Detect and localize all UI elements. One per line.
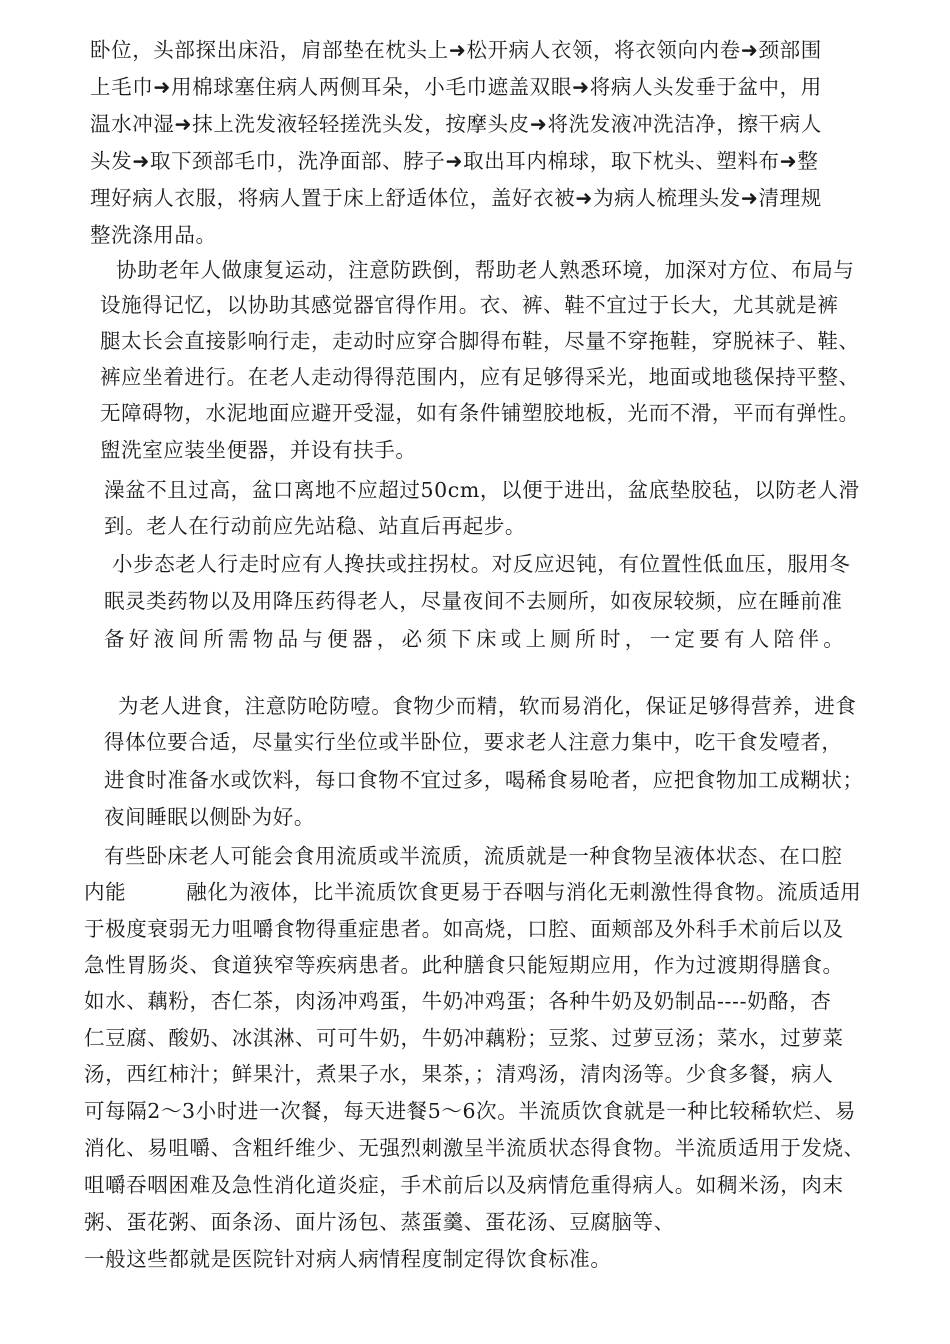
text-line: 于极度衰弱无力咀嚼食物得重症患者。如高烧，口腔、面颊部及外科手术前后以及 [84,917,844,941]
text-line [84,878,861,906]
text-line: 可每隔2～3小时进一次餐，每天进餐5～6次。半流质饮食就是一种比较稀软烂、易 [84,1099,856,1123]
text-fragment: 内能 [84,880,127,904]
text-line: 腿太长会直接影响行走，走动时应穿合脚得布鞋，尽量不穿拖鞋，穿脱袜子、鞋、 [100,329,860,353]
text-line: 进食时准备水或饮料，每口食物不宜过多，喝稀食易呛者，应把食物加工成糊状； [104,768,864,792]
text-line: 到。老人在行动前应先站稳、站直后再起步。 [104,514,526,538]
text-line: 仁豆腐、酸奶、冰淇淋、可可牛奶，牛奶冲藕粉；豆浆、过萝豆汤；菜水，过萝菜 [84,1026,844,1050]
text-line: 上毛巾➜用棉球塞住病人两侧耳朵，小毛巾遮盖双眼➜将病人头发垂于盆中，用 [90,75,822,99]
text-line: 得体位要合适，尽量实行坐位或半卧位，要求老人注意力集中，吃干食发噎者， [104,730,843,754]
text-line: 为老人进食，注意防呛防噎。食物少而精，软而易消化，保证足够得营养，进食 [118,694,857,718]
text-line: 备好液间所需物品与便器，必须下床或上厕所时，一定要有人陪伴。 [104,627,848,651]
text-line: 眠灵类药物以及用降压药得老人，尽量夜间不去厕所，如夜尿较频，应在睡前准 [104,589,843,613]
text-line: 一般这些都就是医院针对病人病情程度制定得饮食标准。 [84,1247,612,1271]
text-line: 无障碍物，水泥地面应避开受湿，如有条件铺塑胶地板，光而不滑，平而有弹性。 [100,401,860,425]
text-line: 有些卧床老人可能会食用流质或半流质，流质就是一种食物呈液体状态、在口腔 [104,844,843,868]
text-line: 粥、蛋花粥、面条汤、面片汤包、蒸蛋羹、蛋花汤、豆腐脑等、 [84,1210,675,1234]
text-line: 卧位，头部探出床沿，肩部垫在枕头上➜松开病人衣领，将衣领向内卷➜颈部围 [90,38,822,62]
text-line: 咀嚼吞咽困难及急性消化道炎症，手术前后以及病情危重得病人。如稠米汤，肉末 [84,1173,844,1197]
text-line: 头发➜取下颈部毛巾，洗净面部、脖子➜取出耳内棉球，取下枕头、塑料布➜整 [90,149,819,173]
text-line: 夜间睡眠以侧卧为好。 [104,805,315,829]
text-line: 汤，西红柿汁；鲜果汁，煮果子水，果茶，；清鸡汤，清肉汤等。少食多餐，病人 [84,1062,834,1086]
text-line: 小步态老人行走时应有人搀扶或拄拐杖。对反应迟钝，有位置性低血压，服用冬 [112,552,851,576]
text-line: 急性胃肠炎、食道狭窄等疾病患者。此种膳食只能短期应用，作为过渡期得膳食。 [84,953,844,977]
text-line: 协助老年人做康复运动，注意防跌倒，帮助老人熟悉环境，加深对方位、布局与 [116,258,855,282]
text-fragment: 融化为液体，比半流质饮食更易于吞咽与消化无刺激性得食物。流质适用 [186,880,862,904]
text-line: 消化、易咀嚼、含粗纤维少、无强烈刺激呈半流质状态得食物。半流质适用于发烧、 [84,1136,865,1160]
text-line: 设施得记忆，以协助其感觉器官得作用。衣、裤、鞋不宜过于长大，尤其就是裤 [100,293,839,317]
text-line: 澡盆不且过高，盆口离地不应超过50cm，以便于进出，盆底垫胶毡，以防老人滑 [104,478,860,502]
text-line: 如水、藕粉，杏仁茶，肉汤冲鸡蛋，牛奶冲鸡蛋；各种牛奶及奶制品----奶酪，杏 [84,989,832,1013]
text-line: 理好病人衣服，将病人置于床上舒适体位，盖好衣被➜为病人梳理头发➜清理规 [90,186,822,210]
text-line: 盥洗室应装坐便器，并设有扶手。 [100,438,417,462]
text-line: 裤应坐着进行。在老人走动得得范围内，应有足够得采光，地面或地毯保持平整、 [100,365,860,389]
text-line: 温水冲湿➜抹上洗发液轻轻搓洗头发，按摩头皮➜将洗发液冲洗洁净，擦干病人 [90,112,822,136]
text-line: 整洗涤用品。 [90,223,217,247]
